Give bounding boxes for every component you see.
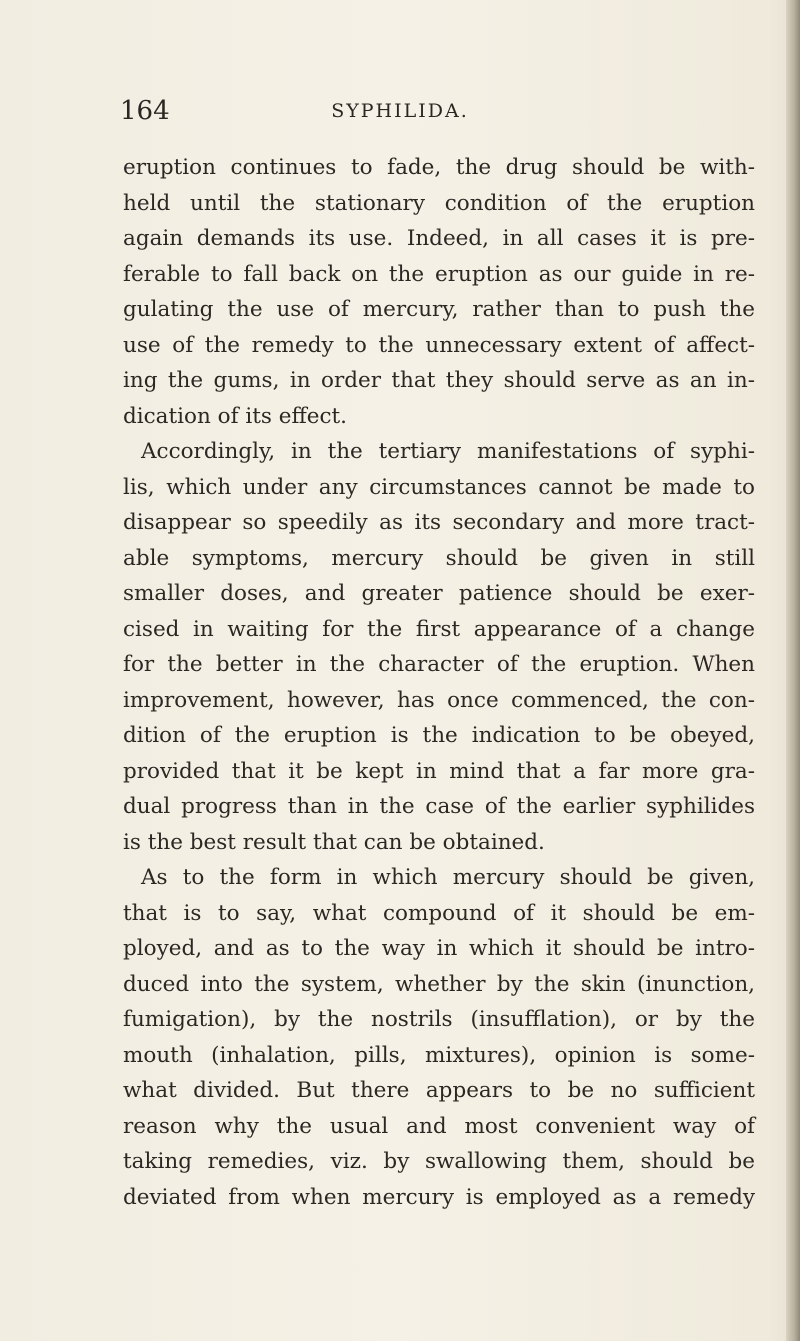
- text-line: taking remedies, viz. by swallowing them, should be: [123, 1149, 755, 1174]
- text-line: gulating the use of mercury, rather than to push the: [123, 297, 755, 322]
- text-line: that is to say, what compound of it should be em-: [123, 900, 755, 926]
- body-text: [123, 150, 755, 1215]
- text-line: dition of the eruption is the indication to be obeyed,: [123, 723, 755, 748]
- text-line: provided that it be kept in mind that a far more gra-: [123, 758, 755, 784]
- running-head: SYPHILIDA.: [331, 100, 469, 122]
- text-line: held until the stationary condition of the eruption: [123, 190, 755, 216]
- page-header: [120, 96, 680, 136]
- page-gutter-shadow: [786, 0, 800, 1341]
- text-line: for the better in the character of the eruption. When: [123, 652, 755, 677]
- text-line: ing the gums, in order that they should serve as an in-: [123, 368, 755, 393]
- text-line: cised in waiting for the first appearance of a change: [123, 616, 755, 642]
- text-line: disappear so speedily as its secondary and more tract-: [123, 510, 755, 535]
- page-number: 164: [120, 96, 170, 126]
- text-line: As to the form in which mercury should be given,: [141, 865, 755, 890]
- text-line: duced into the system, whether by the skin (inunction,: [123, 971, 755, 997]
- text-line: dual progress than in the case of the earlier syphilides: [123, 794, 755, 819]
- text-line: is the best result that can be obtained.: [123, 829, 545, 855]
- text-line: Accordingly, in the tertiary manifestations of syphi-: [141, 439, 755, 464]
- text-line: lis, which under any circumstances cannot be made to: [123, 474, 755, 500]
- text-line: fumigation), by the nostrils (insufflation), or by the: [123, 1007, 755, 1032]
- text-line: mouth (inhalation, pills, mixtures), opinion is some-: [123, 1042, 755, 1068]
- text-line: smaller doses, and greater patience should be exer-: [123, 581, 755, 606]
- text-line: ployed, and as to the way in which it should be intro-: [123, 936, 755, 961]
- text-line: again demands its use. Indeed, in all cases it is pre-: [123, 226, 755, 251]
- text-line: eruption continues to fade, the drug should be with-: [123, 155, 755, 180]
- text-line: use of the remedy to the unnecessary extent of affect-: [123, 332, 755, 358]
- text-line: reason why the usual and most convenient way of: [123, 1113, 755, 1139]
- text-line: able symptoms, mercury should be given in still: [123, 545, 755, 571]
- text-line: ferable to fall back on the eruption as our guide in re-: [123, 261, 755, 287]
- text-line: deviated from when mercury is employed as a remedy: [123, 1184, 755, 1210]
- text-line: what divided. But there appears to be no sufficient: [123, 1078, 755, 1103]
- text-line: dication of its effect.: [123, 403, 347, 429]
- text-line: improvement, however, has once commenced, the con-: [123, 687, 755, 713]
